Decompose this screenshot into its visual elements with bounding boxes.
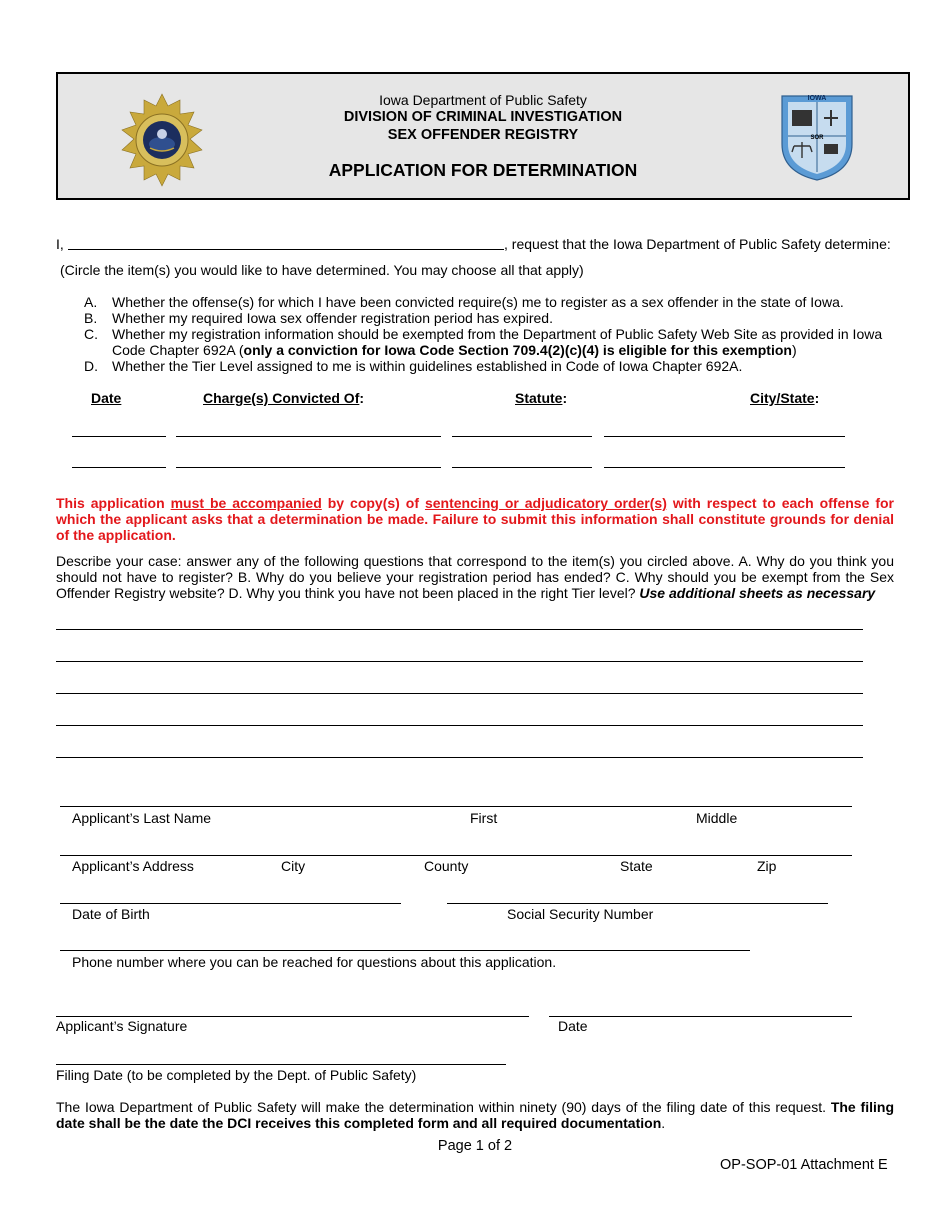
middle-name-label: Middle [696, 810, 738, 826]
col-header-city-state [750, 390, 819, 406]
col-header-charges-label: Charge(s) Convicted Of [203, 390, 360, 406]
city-label: City [281, 858, 306, 874]
applicant-name-line[interactable] [60, 806, 852, 807]
signature-label: Applicant’s Signature [56, 1018, 188, 1034]
warning-part-3: with respect to each offense for which the applicant asks that a determination be made. Failure to submit this information shall constitute grounds for denial of the application. [56, 495, 894, 543]
item-c-main: Whether my registration information should be exempted from the Department of Public Safety Web Site as provided in Iowa Code Chapter 692A ( [112, 326, 883, 358]
item-a-text: Whether the offense(s) for which I have been convicted require(s) me to register as a sex offender in the state of Iowa. [112, 294, 844, 310]
description-line-4[interactable] [56, 725, 863, 726]
signature-line[interactable] [56, 1016, 529, 1017]
ssn-label: Social Security Number [507, 906, 654, 922]
ssn-line[interactable] [447, 903, 828, 904]
col-header-charges-colon: : [359, 390, 365, 406]
sor-logo-acronym-text: SOR [810, 135, 824, 141]
registry-name: SEX OFFENDER REGISTRY [387, 127, 579, 143]
item-d-key: D. [84, 358, 98, 374]
item-d-text: Whether the Tier Level assigned to me is within guidelines established in Code of Iowa Chapter 692A. [112, 358, 743, 374]
description-line-2[interactable] [56, 661, 863, 662]
form-title: APPLICATION FOR DETERMINATION [328, 160, 638, 180]
form-id: OP-SOP-01 Attachment E [720, 1157, 888, 1173]
phone-line[interactable] [60, 950, 750, 951]
col-header-city-state-colon: : [814, 390, 820, 406]
item-b-text: Whether my required Iowa sex offender registration period has expired. [112, 310, 553, 326]
item-c-key: C. [84, 326, 98, 342]
last-name-label: Applicant’s Last Name [72, 810, 212, 826]
filing-date-label: Filing Date (to be completed by the Dept. of Public Safety) [56, 1067, 417, 1083]
first-name-label: First [470, 810, 498, 826]
dob-line[interactable] [60, 903, 401, 904]
col-header-charges [203, 390, 364, 406]
row1-date-blank[interactable] [72, 436, 166, 437]
signature-date-label: Date [558, 1018, 588, 1034]
warning-underline-2: sentencing or adjudicatory order(s) [424, 495, 667, 511]
item-b-key: B. [84, 310, 98, 326]
row1-city-state-blank[interactable] [604, 436, 845, 437]
sor-shield-logo [776, 88, 858, 182]
item-c[interactable] [84, 326, 896, 358]
description-line-5[interactable] [56, 757, 863, 758]
footer-note-bold: The filing date shall be the date the DCI receives this completed form and all required documentation [56, 1099, 894, 1131]
col-header-date: Date [91, 390, 122, 406]
county-label: County [424, 858, 469, 874]
footer-note-end: . [661, 1115, 666, 1131]
col-header-statute-label: Statute [515, 390, 563, 406]
describe-instructions [56, 553, 894, 601]
filing-date-line[interactable] [56, 1064, 506, 1065]
item-a[interactable] [84, 294, 896, 310]
phone-label: Phone number where you can be reached for questions about this application. [72, 954, 557, 970]
dob-label: Date of Birth [72, 906, 150, 922]
describe-text: Describe your case: answer any of the following questions that correspond to the item(s) you circled above. A. Why do you think you should not have to register? B. Why do you believe your registration period has ended? C. Why should you be exempt from the Sex Offender Registry website? D. Why you think you have not been placed in the right Tier level? [56, 553, 894, 601]
item-c-bold: only a conviction for Iowa Code Section 709.4(2)(c)(4) is eligible for this exemption [243, 342, 792, 358]
item-a-key: A. [84, 294, 98, 310]
col-header-statute-colon: : [562, 390, 568, 406]
item-d[interactable] [84, 358, 896, 374]
footer-note-text: The Iowa Department of Public Safety will make the determination within ninety (90) days of the filing date of this request. [56, 1099, 831, 1115]
row1-charges-blank[interactable] [176, 436, 441, 437]
zip-label: Zip [757, 858, 777, 874]
footer-note [56, 1099, 894, 1131]
warning-part-1: This application [56, 495, 171, 511]
col-header-city-state-label: City/State [750, 390, 815, 406]
state-label: State [620, 858, 653, 874]
item-c-end: ) [791, 342, 797, 358]
row1-statute-blank[interactable] [452, 436, 592, 437]
item-c-text [112, 326, 896, 358]
describe-emphasis: Use additional sheets as necessary [639, 585, 876, 601]
applicant-name-blank[interactable] [68, 249, 504, 250]
description-line-3[interactable] [56, 693, 863, 694]
signature-date-line[interactable] [549, 1016, 852, 1017]
row2-statute-blank[interactable] [452, 467, 592, 468]
description-line-1[interactable] [56, 629, 863, 630]
intro-prefix: I, [56, 236, 64, 252]
row2-date-blank[interactable] [72, 467, 166, 468]
warning-underline-1: must be accompanied [170, 495, 322, 511]
item-b[interactable] [84, 310, 896, 326]
circle-instruction: (Circle the item(s) you would like to have determined. You may choose all that apply) [60, 262, 584, 278]
applicant-address-line[interactable] [60, 855, 852, 856]
address-label: Applicant’s Address [72, 858, 194, 874]
sor-logo-state-text: IOWA [807, 95, 827, 102]
dept-name: Iowa Department of Public Safety [379, 92, 587, 108]
row2-charges-blank[interactable] [176, 467, 441, 468]
col-header-statute [515, 390, 567, 406]
warning-part-2: by copy(s) of [321, 495, 425, 511]
intro-suffix: , request that the Iowa Department of Public Safety determine: [504, 236, 891, 252]
page-number: Page 1 of 2 [437, 1138, 513, 1154]
row2-city-state-blank[interactable] [604, 467, 845, 468]
division-name: DIVISION OF CRIMINAL INVESTIGATION [343, 109, 623, 125]
dps-seal-logo [112, 92, 212, 188]
documentation-warning [56, 495, 894, 543]
